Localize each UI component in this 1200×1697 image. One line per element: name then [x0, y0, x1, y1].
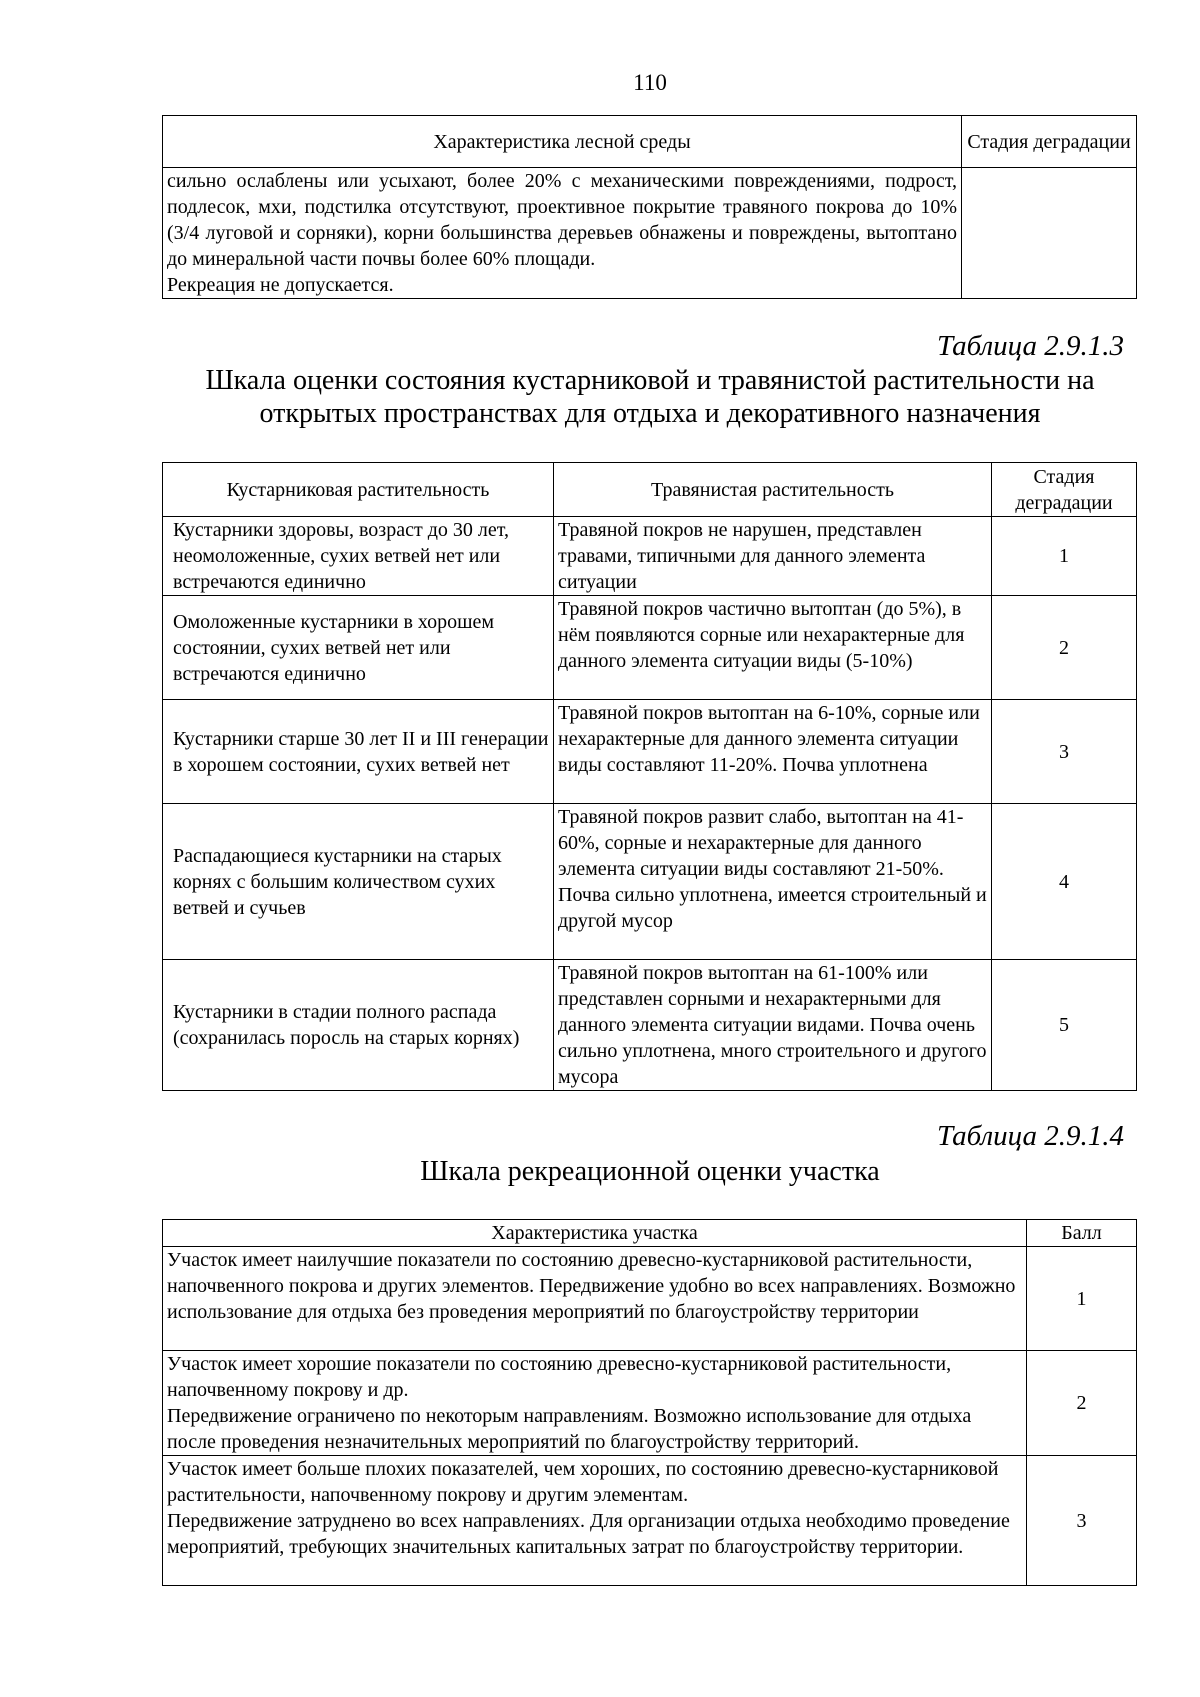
shrub-cell: Кустарники старше 30 лет II и III генерации в хорошем состоянии, сухих ветвей нет	[163, 700, 554, 804]
grass-text-extra: Почва сильно уплотнена, имеется строительный и другой мусор	[558, 884, 987, 932]
table-row	[163, 700, 1137, 804]
plot-characteristic-text-extra: Передвижение затруднено во всех направлениях. Для организации отдыха необходимо проведение мероприятий, требующих значительных капитальных затрат по благоустройству территории.	[167, 1510, 1010, 1558]
forest-characteristic-text: сильно ослаблены или усыхают, более 20% с механическими повреждениями, подрост, подлесок, мхи, подстилка отсутствуют, проективное покрытие травяного покрова до 10% (3/4 луговой и сорняки), корни большинства деревьев обнажены и повреждены, вытоптано до минеральной части почвы более 60% площади.	[167, 170, 957, 270]
stage-cell: 4	[992, 804, 1137, 960]
grass-text: Травяной покров развит слабо, вытоптан на 41-60%, сорные и нехарактерные для данного элемента ситуации виды составляют 21-50%.	[558, 806, 964, 880]
grass-cell: Травяной покров не нарушен, представлен травами, типичными для данного элемента ситуации	[554, 517, 992, 596]
table-row	[163, 596, 1137, 700]
grass-cell: Травяной покров вытоптан на 6-10%, сорные или нехарактерные для данного элемента ситуации виды составляют 11-20%. Почва уплотнена	[554, 700, 992, 804]
header-degradation-stage: Стадия деградации	[992, 463, 1137, 517]
stage-cell: 5	[992, 960, 1137, 1091]
score-cell: 1	[1027, 1247, 1137, 1351]
header-grass-vegetation: Травянистая растительность	[554, 463, 992, 517]
stage-cell: 2	[992, 596, 1137, 700]
stage-cell: 1	[992, 517, 1137, 596]
recreation-score-table	[162, 1219, 1137, 1586]
score-cell: 3	[1027, 1456, 1137, 1586]
table-caption-2-9-1-4: Таблица 2.9.1.4	[937, 1120, 1124, 1152]
table-header-row	[163, 116, 1137, 168]
shrub-cell: Кустарники в стадии полного распада (сохранилась поросль на старых корнях)	[163, 960, 554, 1091]
plot-characteristic-text: Участок имеет хорошие показатели по состоянию древесно-кустарниковой растительности, напочвенному покрову и др.	[167, 1353, 952, 1401]
table-title-2-9-1-4: Шкала рекреационной оценки участка	[420, 1156, 880, 1187]
table-row	[163, 168, 1137, 299]
page-number: 110	[633, 70, 667, 95]
header-degradation-stage: Стадия деградации	[962, 116, 1137, 168]
table-row	[163, 960, 1137, 1091]
grass-cell: Травяной покров частично вытоптан (до 5%), в нём появляются сорные или нехарактерные для данного элемента ситуации виды (5-10%)	[554, 596, 992, 700]
table-row	[163, 804, 1137, 960]
table-row	[163, 1351, 1137, 1456]
plot-characteristic-cell: Участок имеет наилучшие показатели по состоянию древесно-кустарниковой растительности, напочвенного покрова и других элементов. Передвижение удобно во всех направлениях. Возможно использование для отдыха без проведения мероприятий по благоустройству территории	[163, 1247, 1027, 1351]
table-row	[163, 1456, 1137, 1586]
table-title-2-9-1-3	[150, 364, 1150, 430]
shrub-cell: Омоложенные кустарники в хорошем состоянии, сухих ветвей нет или встречаются единично	[163, 596, 554, 700]
table-header-row	[163, 463, 1137, 517]
table-title-line-1: Шкала оценки состояния кустарниковой и травянистой растительности на	[205, 365, 1095, 396]
plot-characteristic-cell	[163, 1351, 1027, 1456]
table-caption-2-9-1-3: Таблица 2.9.1.3	[937, 330, 1124, 362]
header-shrub-vegetation: Кустарниковая растительность	[163, 463, 554, 517]
shrub-grass-scale-table	[162, 462, 1137, 1091]
recreation-note: Рекреация не допускается.	[167, 274, 394, 296]
header-score: Балл	[1027, 1220, 1137, 1247]
header-plot-characteristic: Характеристика участка	[163, 1220, 1027, 1247]
header-forest-characteristic: Характеристика лесной среды	[163, 116, 962, 168]
table-title-line-2: открытых пространствах для отдыха и декоративного назначения	[259, 398, 1041, 429]
stage-cell: 3	[992, 700, 1137, 804]
degradation-stage-cell	[962, 168, 1137, 299]
score-cell: 2	[1027, 1351, 1137, 1456]
shrub-cell: Кустарники здоровы, возраст до 30 лет, неомоложенные, сухих ветвей нет или встречаются единично	[163, 517, 554, 596]
table-row	[163, 517, 1137, 596]
grass-cell: Травяной покров вытоптан на 61-100% или представлен сорными и нехарактерными для данного элемента ситуации видами. Почва очень сильно уплотнена, много строительного и другого мусора	[554, 960, 992, 1091]
forest-characteristic-cell	[163, 168, 962, 299]
plot-characteristic-text: Участок имеет больше плохих показателей, чем хороших, по состоянию древесно-кустарниковой растительности, напочвенному покрову и другим элементам.	[167, 1458, 999, 1506]
table-row	[163, 1247, 1137, 1351]
forest-environment-table	[162, 115, 1137, 299]
table-header-row	[163, 1220, 1137, 1247]
plot-characteristic-text-extra: Передвижение ограничено по некоторым направлениям. Возможно использование для отдыха после проведения незначительных мероприятий по благоустройству территорий.	[167, 1405, 972, 1453]
grass-cell	[554, 804, 992, 960]
plot-characteristic-cell	[163, 1456, 1027, 1586]
shrub-cell: Распадающиеся кустарники на старых корнях с большим количеством сухих ветвей и сучьев	[163, 804, 554, 960]
